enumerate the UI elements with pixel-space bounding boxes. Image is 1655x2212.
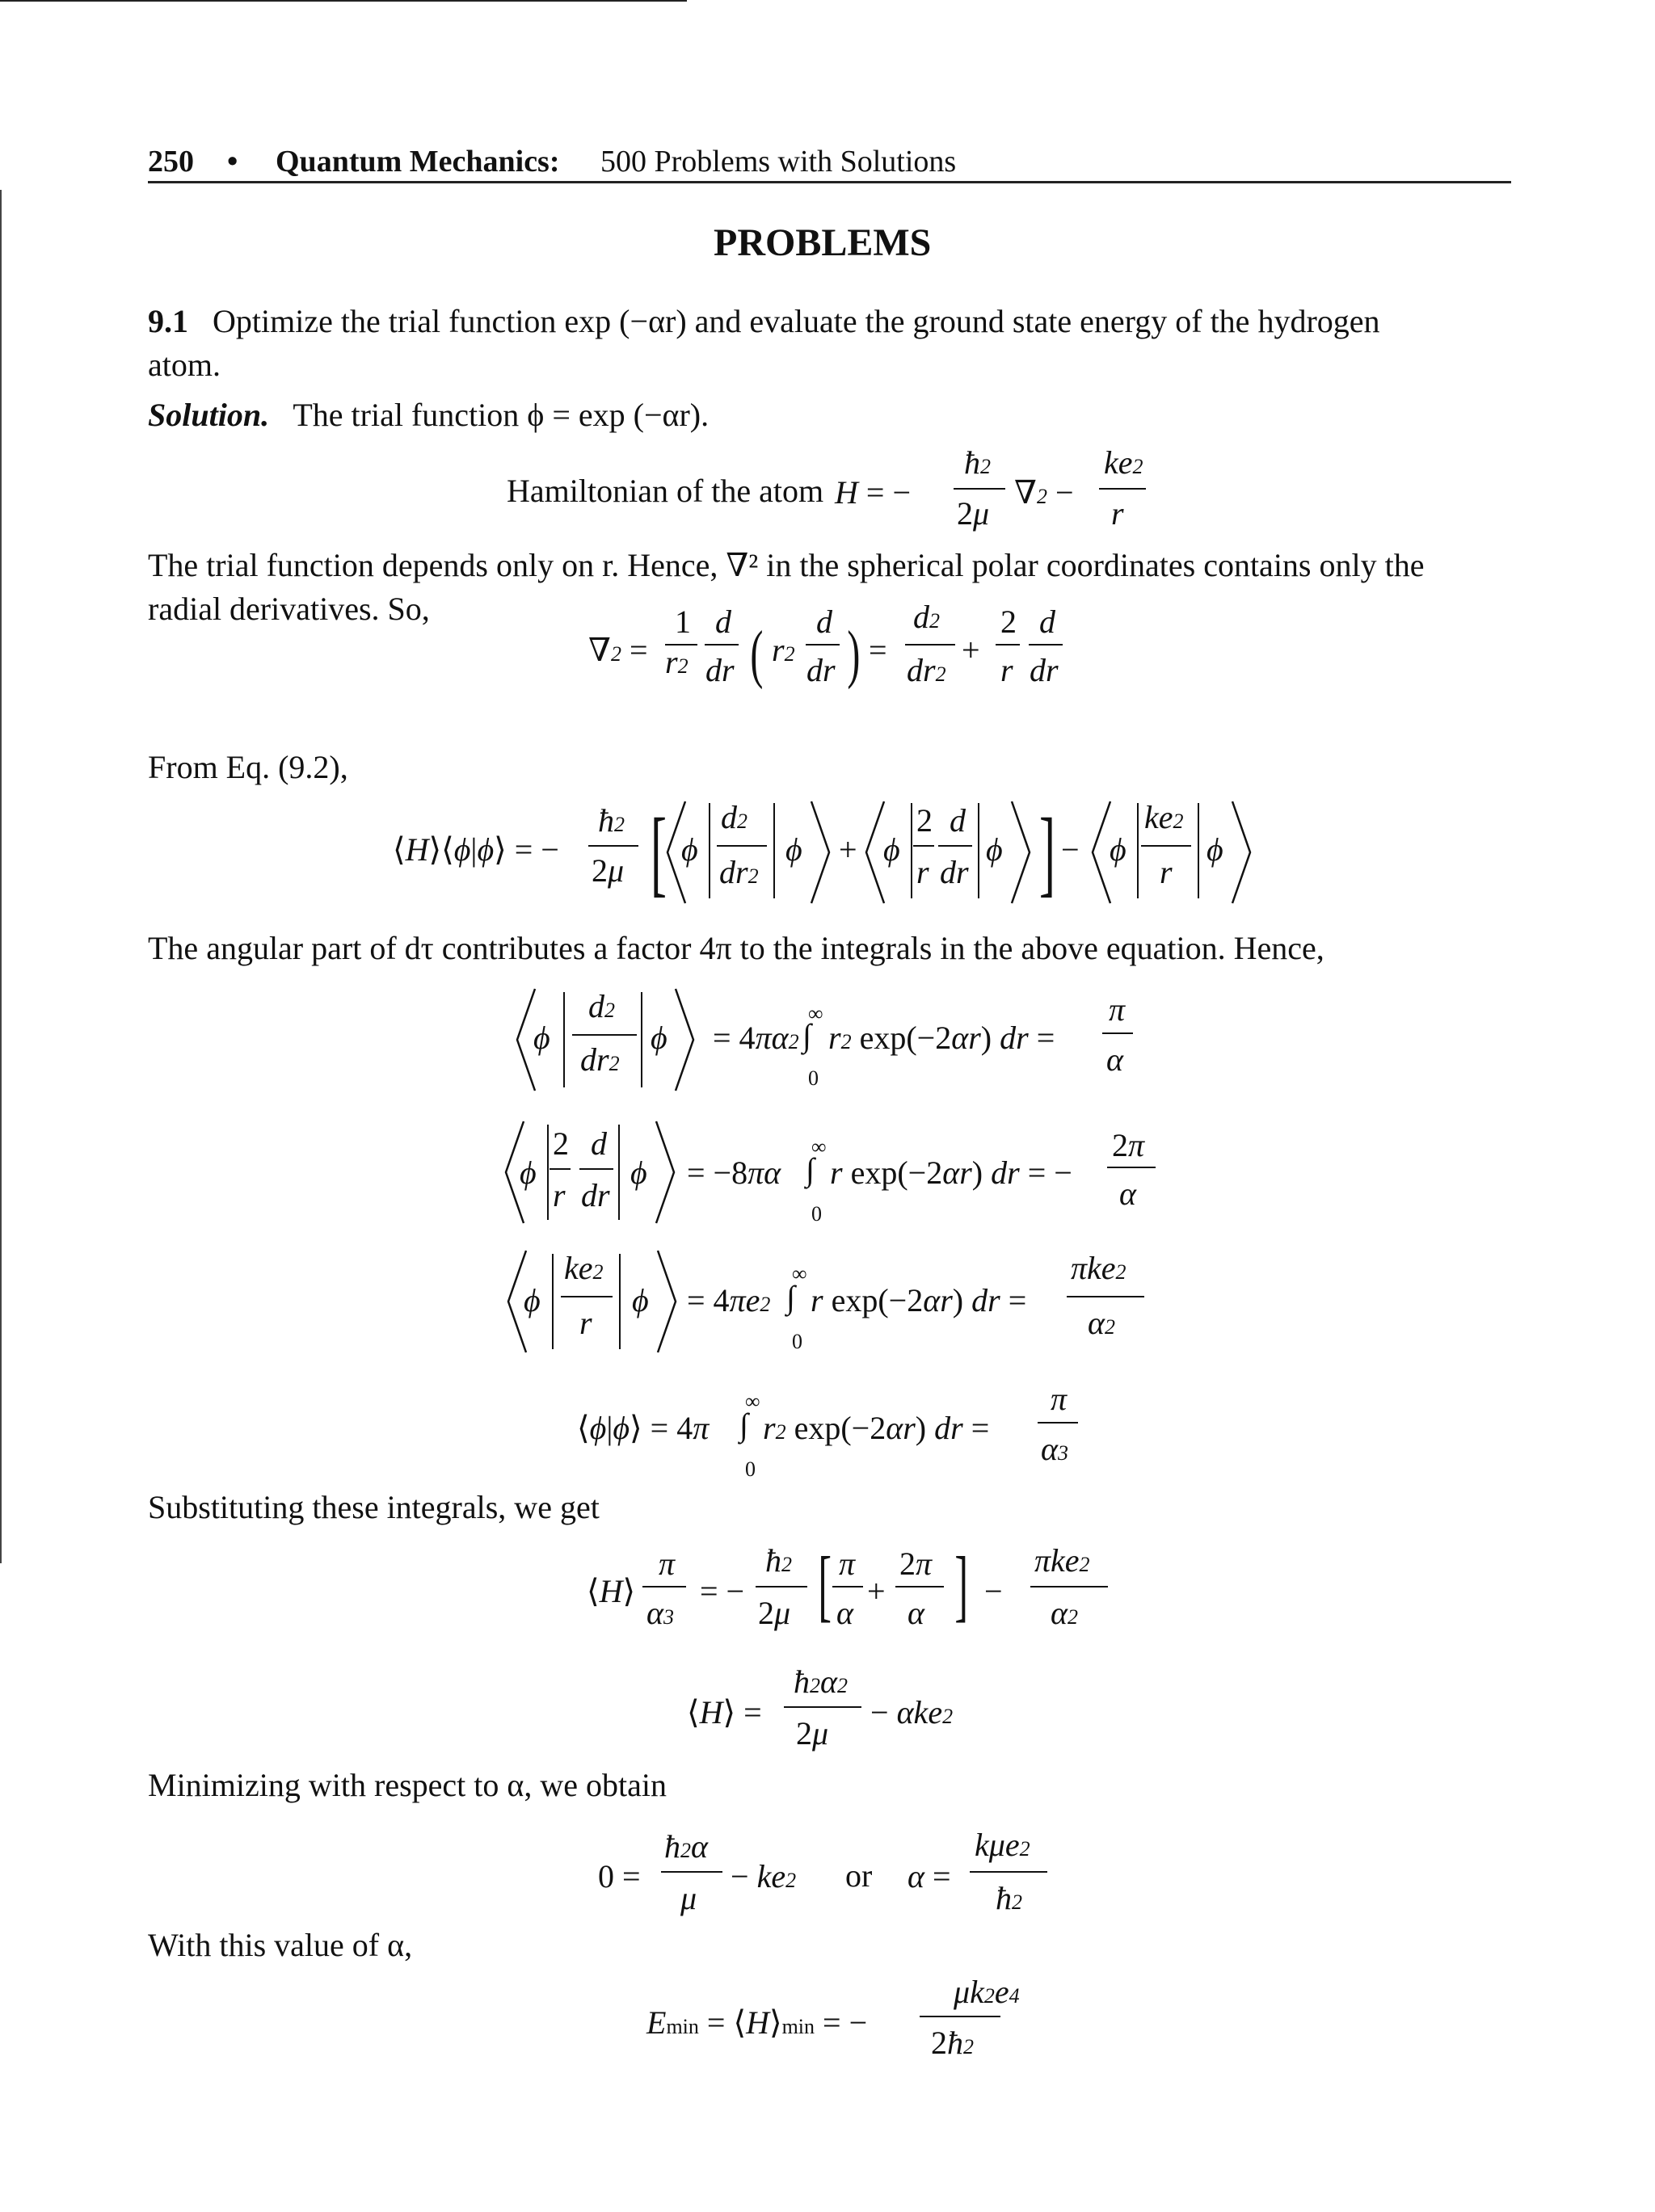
book-title: Quantum Mechanics: <box>276 145 560 179</box>
page-number: 250 <box>148 145 194 179</box>
solution-text: The trial function ϕ = exp (−αr). <box>293 397 710 433</box>
or-word: or <box>845 1857 873 1894</box>
running-header <box>148 142 1511 183</box>
solution-label: Solution. <box>148 397 270 433</box>
with-value-text: With this value of α, <box>148 1927 413 1963</box>
header-bullet: • <box>227 145 238 179</box>
book-subtitle: 500 Problems with Solutions <box>600 145 957 179</box>
paragraph-line1: The trial function depends only on r. Hence, ∇² in the spherical polar coordinates contains only the <box>148 547 1425 583</box>
solution-line <box>148 396 709 435</box>
paragraph-line2: radial derivatives. So, <box>148 591 430 627</box>
problem-statement-line1 <box>148 302 1380 341</box>
hamiltonian-label: Hamiltonian of the atom <box>507 473 824 509</box>
from-equation: From Eq. (9.2), <box>148 749 348 785</box>
problem-statement-line2: atom. <box>148 347 221 383</box>
problem-number: 9.1 <box>148 303 188 339</box>
substituting-text: Substituting these integrals, we get <box>148 1489 600 1525</box>
left-edge-rule <box>0 190 2 1563</box>
section-title: PROBLEMS <box>714 221 932 264</box>
top-rule <box>0 0 687 2</box>
problem-text: Optimize the trial function exp (−αr) and evaluate the ground state energy of the hydrogen <box>213 303 1380 339</box>
minimizing-text: Minimizing with respect to α, we obtain <box>148 1767 667 1803</box>
angular-part-text: The angular part of dτ contributes a factor 4π to the integrals in the above equation. Hence, <box>148 930 1324 966</box>
